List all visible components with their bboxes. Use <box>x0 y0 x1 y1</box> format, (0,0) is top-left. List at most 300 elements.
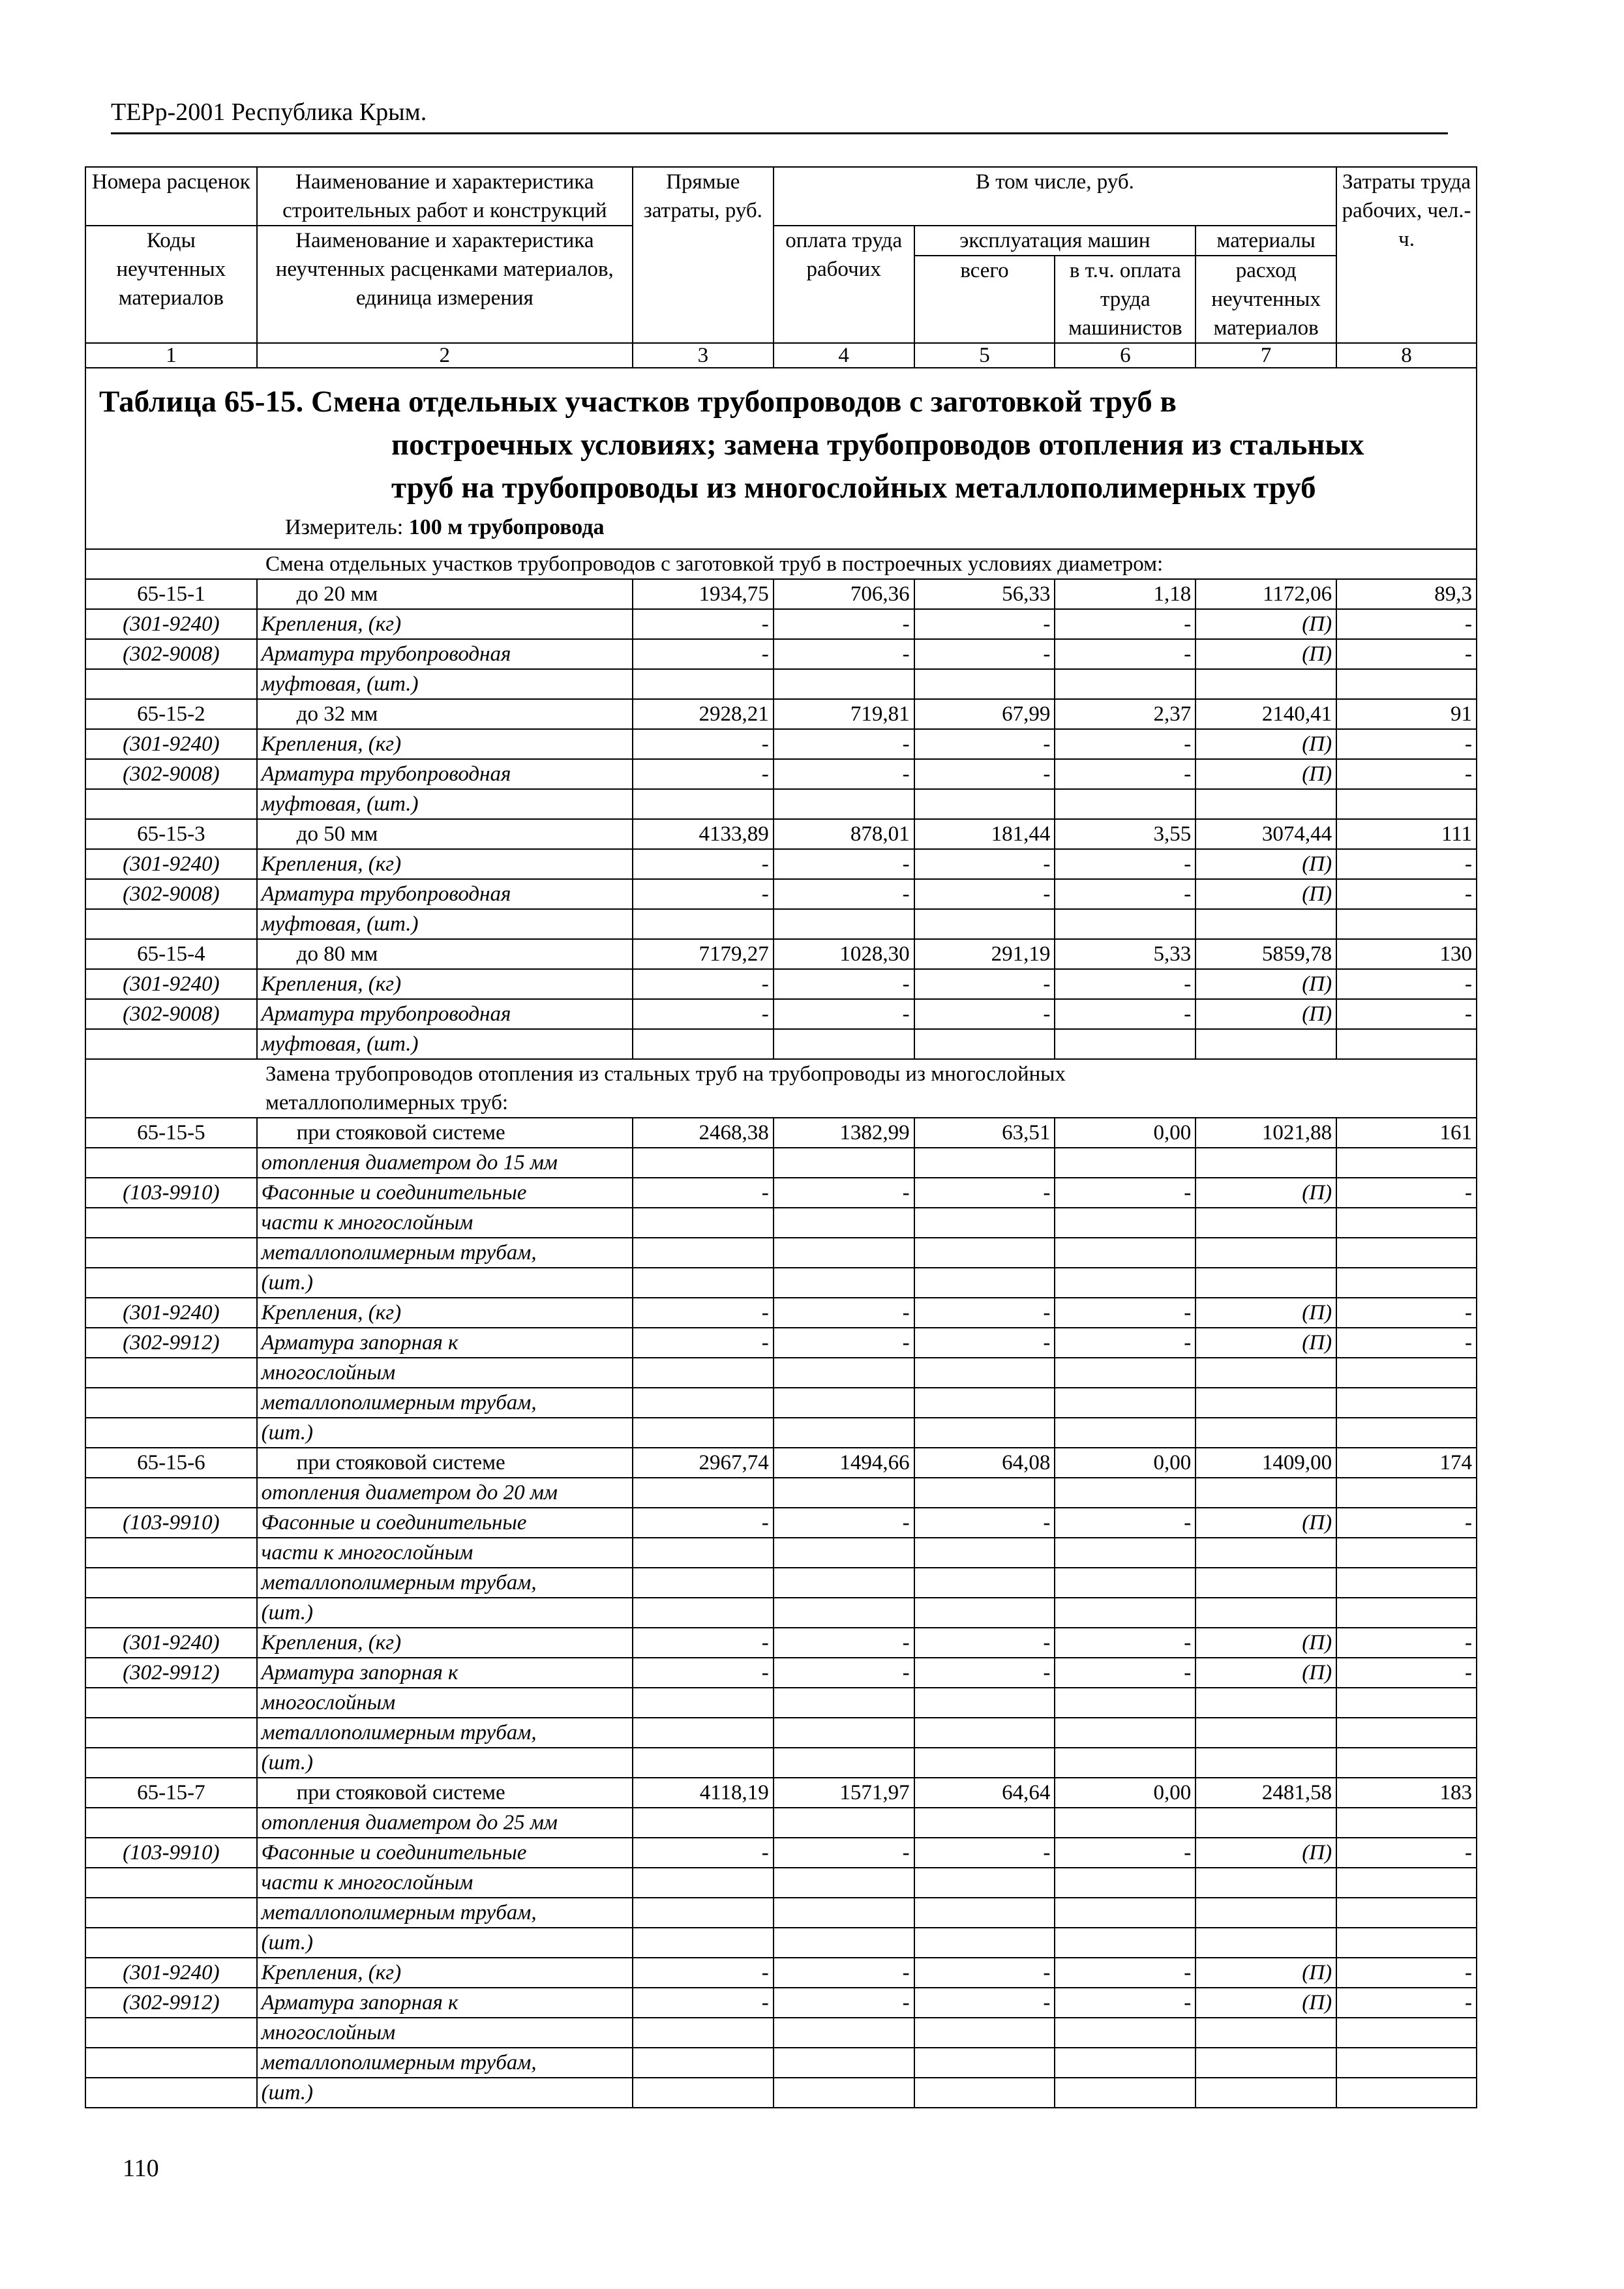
dash-mark: - <box>633 849 774 879</box>
col-number: 1 <box>85 343 257 368</box>
empty-cell <box>1195 1478 1336 1508</box>
empty-cell <box>914 2048 1055 2078</box>
material-code <box>85 1568 257 1598</box>
table-row <box>85 1508 1477 1538</box>
dash-mark: - <box>633 1508 774 1538</box>
empty-cell <box>1336 1898 1477 1928</box>
empty-cell <box>1055 1388 1195 1418</box>
empty-cell <box>1336 1928 1477 1958</box>
dash-mark: - <box>1055 999 1195 1029</box>
material-name: Крепления, (кг) <box>257 849 633 879</box>
material-name: многослойным <box>257 1688 633 1718</box>
material-code <box>85 1718 257 1748</box>
empty-cell <box>1195 1538 1336 1568</box>
rates-table <box>85 166 1477 2108</box>
empty-cell <box>1336 1538 1477 1568</box>
material-code <box>85 1598 257 1628</box>
value-v7: 1409,00 <box>1195 1448 1336 1478</box>
material-code <box>85 1029 257 1059</box>
table-row <box>85 1748 1477 1778</box>
table-row <box>85 729 1477 759</box>
unit-mark: (П) <box>1195 729 1336 759</box>
table-row <box>85 939 1477 969</box>
col-number: 2 <box>257 343 633 368</box>
material-code <box>85 1928 257 1958</box>
material-code <box>85 1808 257 1838</box>
material-name: Крепления, (кг) <box>257 729 633 759</box>
empty-cell <box>914 2078 1055 2108</box>
empty-cell <box>633 1868 774 1898</box>
dash-mark: - <box>774 609 914 639</box>
material-code: (301-9240) <box>85 1298 257 1328</box>
dash-mark: - <box>1055 1508 1195 1538</box>
empty-cell <box>914 1238 1055 1268</box>
dash-mark: - <box>1336 1178 1477 1208</box>
empty-cell <box>1055 2018 1195 2048</box>
empty-cell <box>774 1688 914 1718</box>
empty-cell <box>1195 1688 1336 1718</box>
material-name: Фасонные и соединительные <box>257 1838 633 1868</box>
material-name: (шт.) <box>257 1268 633 1298</box>
col2-top-header: Наименование и характеристика строительных работ и конструкций <box>257 167 633 226</box>
value-v8: 174 <box>1336 1448 1477 1478</box>
empty-cell <box>774 909 914 939</box>
empty-cell <box>1195 669 1336 699</box>
table-row <box>85 1358 1477 1388</box>
empty-cell <box>633 1268 774 1298</box>
value-v8: 91 <box>1336 699 1477 729</box>
dash-mark: - <box>1336 879 1477 909</box>
col4-header: оплата труда рабочих <box>774 226 914 343</box>
dash-mark: - <box>774 1958 914 1988</box>
table-body <box>85 368 1477 579</box>
dash-mark: - <box>1055 849 1195 879</box>
table-row <box>85 1928 1477 1958</box>
material-name: Фасонные и соединительные <box>257 1508 633 1538</box>
material-name: Арматура трубопроводная <box>257 879 633 909</box>
empty-cell <box>1055 1598 1195 1628</box>
material-code: (302-9008) <box>85 759 257 789</box>
empty-cell <box>1336 2078 1477 2108</box>
empty-cell <box>1336 1029 1477 1059</box>
dash-mark: - <box>914 969 1055 999</box>
material-name: металлополимерным трубам, <box>257 1898 633 1928</box>
material-code: (302-9008) <box>85 639 257 669</box>
dash-mark: - <box>774 1658 914 1688</box>
empty-cell <box>633 1748 774 1778</box>
empty-cell <box>1195 2048 1336 2078</box>
unit-mark: (П) <box>1195 999 1336 1029</box>
empty-cell <box>633 1898 774 1928</box>
unit-mark: (П) <box>1195 1988 1336 2018</box>
empty-cell <box>1055 2048 1195 2078</box>
empty-cell <box>1195 1029 1336 1059</box>
value-v3: 2468,38 <box>633 1118 774 1148</box>
empty-cell <box>1195 1928 1336 1958</box>
dash-mark: - <box>1336 1628 1477 1658</box>
material-code <box>85 1208 257 1238</box>
table-row <box>85 1538 1477 1568</box>
table-row <box>85 1718 1477 1748</box>
unit-mark: (П) <box>1195 1958 1336 1988</box>
material-code: (302-9008) <box>85 879 257 909</box>
empty-cell <box>633 1538 774 1568</box>
dash-mark: - <box>1336 1658 1477 1688</box>
unit-mark: (П) <box>1195 879 1336 909</box>
material-name: отопления диаметром до 25 мм <box>257 1808 633 1838</box>
rates-group-replacement <box>85 579 1477 1059</box>
empty-cell <box>1336 1718 1477 1748</box>
empty-cell <box>1195 1238 1336 1268</box>
unit-mark: (П) <box>1195 1298 1336 1328</box>
empty-cell <box>633 1148 774 1178</box>
material-code <box>85 789 257 819</box>
incl-header: В том числе, руб. <box>774 167 1336 226</box>
material-code: (302-9912) <box>85 1988 257 2018</box>
material-name: муфтовая, (шт.) <box>257 789 633 819</box>
dash-mark: - <box>1336 1958 1477 1988</box>
empty-cell <box>774 1718 914 1748</box>
rate-name: до 50 мм <box>257 819 633 849</box>
material-name: Арматура трубопроводная <box>257 999 633 1029</box>
caption-line: Таблица 65-15. Смена отдельных участков трубопроводов с заготовкой труб в <box>99 385 1177 419</box>
table-row <box>85 669 1477 699</box>
dash-mark: - <box>774 1508 914 1538</box>
table-row <box>85 1238 1477 1268</box>
col1-bottom-header: Коды неучтенных материалов <box>85 226 257 343</box>
empty-cell <box>633 669 774 699</box>
dash-mark: - <box>1336 849 1477 879</box>
dash-mark: - <box>774 969 914 999</box>
empty-cell <box>1336 1148 1477 1178</box>
unit-mark: (П) <box>1195 1178 1336 1208</box>
material-code: (302-9912) <box>85 1328 257 1358</box>
empty-cell <box>914 669 1055 699</box>
empty-cell <box>914 1808 1055 1838</box>
caption-line: построечных условиях; замена трубопроводов отопления из стальных <box>391 428 1364 462</box>
table-row <box>85 999 1477 1029</box>
table-row <box>85 879 1477 909</box>
table-row <box>85 1808 1477 1838</box>
table-header <box>85 167 1477 368</box>
empty-cell <box>1055 1238 1195 1268</box>
dash-mark: - <box>1055 759 1195 789</box>
material-code: (301-9240) <box>85 1958 257 1988</box>
dash-mark: - <box>1055 1838 1195 1868</box>
table-caption-cell <box>85 368 1477 549</box>
value-v3: 2928,21 <box>633 699 774 729</box>
table-row <box>85 1778 1477 1808</box>
dash-mark: - <box>914 999 1055 1029</box>
empty-cell <box>633 1478 774 1508</box>
page-number: 110 <box>123 2155 159 2182</box>
value-v8: 183 <box>1336 1778 1477 1808</box>
table-row <box>85 909 1477 939</box>
caption-line: труб на трубопроводы из многослойных металлополимерных труб <box>391 471 1316 505</box>
value-v7: 3074,44 <box>1195 819 1336 849</box>
material-code: (301-9240) <box>85 729 257 759</box>
empty-cell <box>914 1268 1055 1298</box>
value-v3: 4133,89 <box>633 819 774 849</box>
material-name: металлополимерным трубам, <box>257 2048 633 2078</box>
value-v3: 4118,19 <box>633 1778 774 1808</box>
unit-mark: (П) <box>1195 969 1336 999</box>
dash-mark: - <box>633 1298 774 1328</box>
section-line: Замена трубопроводов отопления из стальных труб на трубопроводы из многослойных <box>265 1062 1066 1086</box>
material-name: отопления диаметром до 20 мм <box>257 1478 633 1508</box>
empty-cell <box>914 1388 1055 1418</box>
material-code: (103-9910) <box>85 1838 257 1868</box>
dash-mark: - <box>633 1628 774 1658</box>
empty-cell <box>914 1208 1055 1238</box>
empty-cell <box>1195 1898 1336 1928</box>
dash-mark: - <box>1055 1988 1195 2018</box>
empty-cell <box>774 789 914 819</box>
empty-cell <box>914 1688 1055 1718</box>
col2-bottom-header: Наименование и характеристика неучтенных расценками материалов, единица измерения <box>257 226 633 343</box>
dash-mark: - <box>914 639 1055 669</box>
empty-cell <box>1055 2078 1195 2108</box>
table-row <box>85 2018 1477 2048</box>
value-v8: 111 <box>1336 819 1477 849</box>
value-v8: 89,3 <box>1336 579 1477 609</box>
empty-cell <box>1055 1538 1195 1568</box>
dash-mark: - <box>633 1958 774 1988</box>
value-v8: 161 <box>1336 1118 1477 1148</box>
empty-cell <box>1336 2048 1477 2078</box>
material-name: Фасонные и соединительные <box>257 1178 633 1208</box>
table-row <box>85 1448 1477 1478</box>
material-code <box>85 2018 257 2048</box>
section-heading: Смена отдельных участков трубопроводов с заготовкой труб в построечных условиях диаметром: <box>85 549 1477 579</box>
document-header-title: ТЕРр-2001 Республика Крым. <box>111 98 427 126</box>
material-code <box>85 1478 257 1508</box>
material-code: (301-9240) <box>85 609 257 639</box>
value-v5: 64,08 <box>914 1448 1055 1478</box>
empty-cell <box>914 909 1055 939</box>
material-code: (103-9910) <box>85 1508 257 1538</box>
material-code <box>85 1748 257 1778</box>
empty-cell <box>774 2078 914 2108</box>
machines-header: эксплуатация машин <box>914 226 1196 256</box>
empty-cell <box>1195 1568 1336 1598</box>
material-code <box>85 1148 257 1178</box>
table-row <box>85 1568 1477 1598</box>
material-name: Крепления, (кг) <box>257 1298 633 1328</box>
dash-mark: - <box>914 1958 1055 1988</box>
empty-cell <box>1336 1358 1477 1388</box>
dash-mark: - <box>1336 639 1477 669</box>
value-v6: 1,18 <box>1055 579 1195 609</box>
dash-mark: - <box>1055 1958 1195 1988</box>
dash-mark: - <box>633 1838 774 1868</box>
value-v5: 64,64 <box>914 1778 1055 1808</box>
empty-cell <box>1336 1388 1477 1418</box>
dash-mark: - <box>914 1508 1055 1538</box>
dash-mark: - <box>774 1328 914 1358</box>
table-row <box>85 789 1477 819</box>
material-name: многослойным <box>257 2018 633 2048</box>
empty-cell <box>1336 669 1477 699</box>
empty-cell <box>633 1238 774 1268</box>
material-name: муфтовая, (шт.) <box>257 1029 633 1059</box>
empty-cell <box>774 1568 914 1598</box>
col-number: 6 <box>1055 343 1195 368</box>
empty-cell <box>774 1748 914 1778</box>
empty-cell <box>914 1898 1055 1928</box>
empty-cell <box>1055 1568 1195 1598</box>
material-code <box>85 1358 257 1388</box>
material-code <box>85 1268 257 1298</box>
value-v8: 130 <box>1336 939 1477 969</box>
dash-mark: - <box>774 1298 914 1328</box>
value-v7: 2140,41 <box>1195 699 1336 729</box>
empty-cell <box>1336 2018 1477 2048</box>
empty-cell <box>1055 1868 1195 1898</box>
empty-cell <box>633 1688 774 1718</box>
empty-cell <box>774 1238 914 1268</box>
dash-mark: - <box>1336 1298 1477 1328</box>
table-row <box>85 819 1477 849</box>
empty-cell <box>774 1868 914 1898</box>
empty-cell <box>1055 1718 1195 1748</box>
dash-mark: - <box>1055 879 1195 909</box>
empty-cell <box>774 1808 914 1838</box>
material-name: Крепления, (кг) <box>257 1628 633 1658</box>
dash-mark: - <box>1055 639 1195 669</box>
empty-cell <box>774 2018 914 2048</box>
value-v7: 1172,06 <box>1195 579 1336 609</box>
unit-mark: (П) <box>1195 759 1336 789</box>
rate-name: до 20 мм <box>257 579 633 609</box>
empty-cell <box>1055 1478 1195 1508</box>
material-name: муфтовая, (шт.) <box>257 669 633 699</box>
rates-group-heating <box>85 1118 1477 2108</box>
table-row <box>85 1148 1477 1178</box>
empty-cell <box>1195 1388 1336 1418</box>
empty-cell <box>1336 1868 1477 1898</box>
empty-cell <box>1195 1808 1336 1838</box>
measure-value: 100 м трубопровода <box>408 515 605 539</box>
material-name: (шт.) <box>257 2078 633 2108</box>
empty-cell <box>914 1598 1055 1628</box>
dash-mark: - <box>1336 1328 1477 1358</box>
value-v6: 2,37 <box>1055 699 1195 729</box>
dash-mark: - <box>633 639 774 669</box>
dash-mark: - <box>774 1628 914 1658</box>
col-number: 7 <box>1195 343 1336 368</box>
rate-code: 65-15-4 <box>85 939 257 969</box>
dash-mark: - <box>633 609 774 639</box>
empty-cell <box>1055 1358 1195 1388</box>
empty-cell <box>1195 1268 1336 1298</box>
measure-label: Измеритель: <box>285 515 404 539</box>
rate-name: при стояковой системе <box>257 1118 633 1148</box>
measure-unit <box>99 512 1463 543</box>
dash-mark: - <box>1055 1628 1195 1658</box>
empty-cell <box>1336 789 1477 819</box>
dash-mark: - <box>774 729 914 759</box>
empty-cell <box>1195 1718 1336 1748</box>
empty-cell <box>633 2078 774 2108</box>
dash-mark: - <box>1336 969 1477 999</box>
dash-mark: - <box>633 1658 774 1688</box>
table-row <box>85 1029 1477 1059</box>
dash-mark: - <box>774 1988 914 2018</box>
empty-cell <box>1195 1208 1336 1238</box>
dash-mark: - <box>914 1628 1055 1658</box>
empty-cell <box>633 1388 774 1418</box>
empty-cell <box>774 1029 914 1059</box>
empty-cell <box>1195 1868 1336 1898</box>
table-row <box>85 1658 1477 1688</box>
empty-cell <box>1055 1688 1195 1718</box>
material-name: части к многослойным <box>257 1868 633 1898</box>
dash-mark: - <box>1336 999 1477 1029</box>
material-code <box>85 2078 257 2108</box>
material-code: (301-9240) <box>85 1628 257 1658</box>
empty-cell <box>914 1029 1055 1059</box>
value-v3: 7179,27 <box>633 939 774 969</box>
empty-cell <box>633 1358 774 1388</box>
empty-cell <box>1195 1748 1336 1778</box>
empty-cell <box>774 669 914 699</box>
empty-cell <box>1336 1568 1477 1598</box>
empty-cell <box>774 1268 914 1298</box>
table-row <box>85 1418 1477 1448</box>
value-v6: 0,00 <box>1055 1778 1195 1808</box>
table-row <box>85 1178 1477 1208</box>
dash-mark: - <box>914 849 1055 879</box>
empty-cell <box>914 1718 1055 1748</box>
empty-cell <box>774 1478 914 1508</box>
table-row <box>85 609 1477 639</box>
table-row <box>85 1688 1477 1718</box>
empty-cell <box>1336 1418 1477 1448</box>
empty-cell <box>914 1868 1055 1898</box>
material-name: металлополимерным трубам, <box>257 1238 633 1268</box>
dash-mark: - <box>633 1328 774 1358</box>
col-number: 8 <box>1336 343 1477 368</box>
dash-mark: - <box>914 729 1055 759</box>
empty-cell <box>633 1568 774 1598</box>
material-name: (шт.) <box>257 1598 633 1628</box>
empty-cell <box>914 1538 1055 1568</box>
dash-mark: - <box>914 879 1055 909</box>
dash-mark: - <box>774 999 914 1029</box>
table-row <box>85 1298 1477 1328</box>
empty-cell <box>1055 1418 1195 1448</box>
dash-mark: - <box>1336 759 1477 789</box>
material-name: отопления диаметром до 15 мм <box>257 1148 633 1178</box>
value-v4: 1382,99 <box>774 1118 914 1148</box>
unit-mark: (П) <box>1195 1508 1336 1538</box>
unit-mark: (П) <box>1195 1838 1336 1868</box>
material-name: Арматура трубопроводная <box>257 759 633 789</box>
empty-cell <box>1336 1478 1477 1508</box>
rate-code: 65-15-1 <box>85 579 257 609</box>
value-v5: 63,51 <box>914 1118 1055 1148</box>
dash-mark: - <box>774 759 914 789</box>
value-v6: 0,00 <box>1055 1118 1195 1148</box>
table-row <box>85 1478 1477 1508</box>
dash-mark: - <box>1055 1178 1195 1208</box>
section-heading <box>85 1059 1477 1118</box>
material-code: (301-9240) <box>85 849 257 879</box>
material-name: (шт.) <box>257 1748 633 1778</box>
material-name: Крепления, (кг) <box>257 609 633 639</box>
empty-cell <box>633 2018 774 2048</box>
